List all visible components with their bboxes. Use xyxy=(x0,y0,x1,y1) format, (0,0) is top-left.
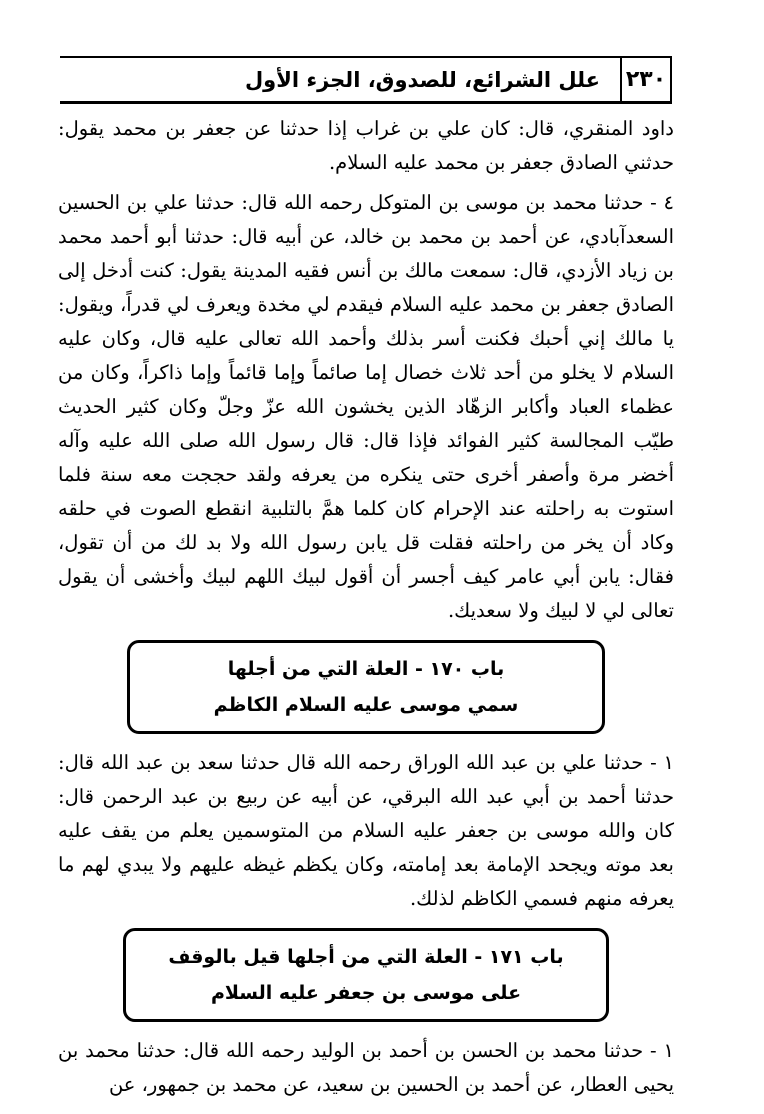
chapter-170-title-line-2: سمي موسى عليه السلام الكاظم xyxy=(213,694,519,716)
page-body xyxy=(58,112,674,1102)
paragraph-continuation: داود المنقري، قال: كان علي بن غراب إذا حدثنا عن جعفر بن محمد يقول: حدثني الصادق جعفر بن محمد عليه السلام. xyxy=(58,117,674,174)
chapter-170-hadith-1: ١ - حدثنا علي بن عبد الله الوراق رحمه الله قال حدثنا سعد بن عبد الله قال: حدثنا أحمد بن أبي عبد الله البرقي، عن أبيه عن ربيع بن عبد الرحمن قال: كان والله موسى بن جعفر عليه السلام من المتوسمين يعلم من يقف عليه بعد موته ويجحد الإمامة بعد إمامته، وكان يكظم غيظه عليهم ولا يبدي لهم ما يعرفه منهم فسمي الكاظم لذلك. xyxy=(58,751,674,910)
hadith-4: ٤ - حدثنا محمد بن موسى بن المتوكل رحمه الله قال: حدثنا علي بن الحسين السعدآبادي، عن أحمد بن محمد بن خالد، عن أبيه قال: حدثنا أبو أحمد محمد بن زياد الأزدي، قال: سمعت مالك بن أنس فقيه المدينة يقول: كنت أدخل إلى الصادق جعفر بن محمد عليه السلام فيقدم لي مخدة ويعرف لي قدراً، ويقول: يا مالك إني أحبك فكنت أسر بذلك وأحمد الله تعالى عليه قال، وكان عليه السلام لا يخلو من أحد ثلاث خصال إما صائماً وإما قائماً وإما ذاكراً، وكان من عظماء العباد وأكابر الزهّاد الذين يخشون الله عزّ وجلّ وكان كثير الحديث طيّب المجالسة كثير الفوائد فإذا قال: قال رسول الله صلى الله عليه وآله أخضر مرة وأصفر أخرى حتى ينكره من يعرفه ولقد حججت معه سنة فلما استوت به راحلته عند الإحرام كان كلما همَّ بالتلبية انقطع الصوت في حلقه وكاد أن يخر من راحلته فقلت قل يابن رسول الله ولا بد لك من أن تقول، فقال: يابن أبي عامر كيف أجسر أن أقول لبيك اللهم لبيك وأخشى أن يقول تعالى لي لا لبيك ولا سعديك. xyxy=(58,191,674,622)
page-number: ٢٣٠ xyxy=(620,58,672,101)
book-title: علل الشرائع، للصدوق، الجزء الأول xyxy=(244,67,600,92)
chapter-171-hadith-1: ١ - حدثنا محمد بن الحسن بن أحمد بن الوليد رحمه الله قال: حدثنا محمد بن يحيى العطار، عن أحمد بن الحسين بن سعيد، عن محمد بن جمهور، عن xyxy=(58,1039,674,1096)
chapter-171-title-line-2: على موسى بن جعفر عليه السلام xyxy=(210,982,522,1004)
chapter-170-heading xyxy=(127,640,605,734)
chapter-170-title-line-1: باب ١٧٠ - العلة التي من أجلها xyxy=(227,658,505,680)
chapter-171-heading xyxy=(123,928,609,1022)
chapter-171-title-line-1: باب ١٧١ - العلة التي من أجلها قيل بالوقف xyxy=(168,946,564,968)
page-header xyxy=(60,56,672,104)
